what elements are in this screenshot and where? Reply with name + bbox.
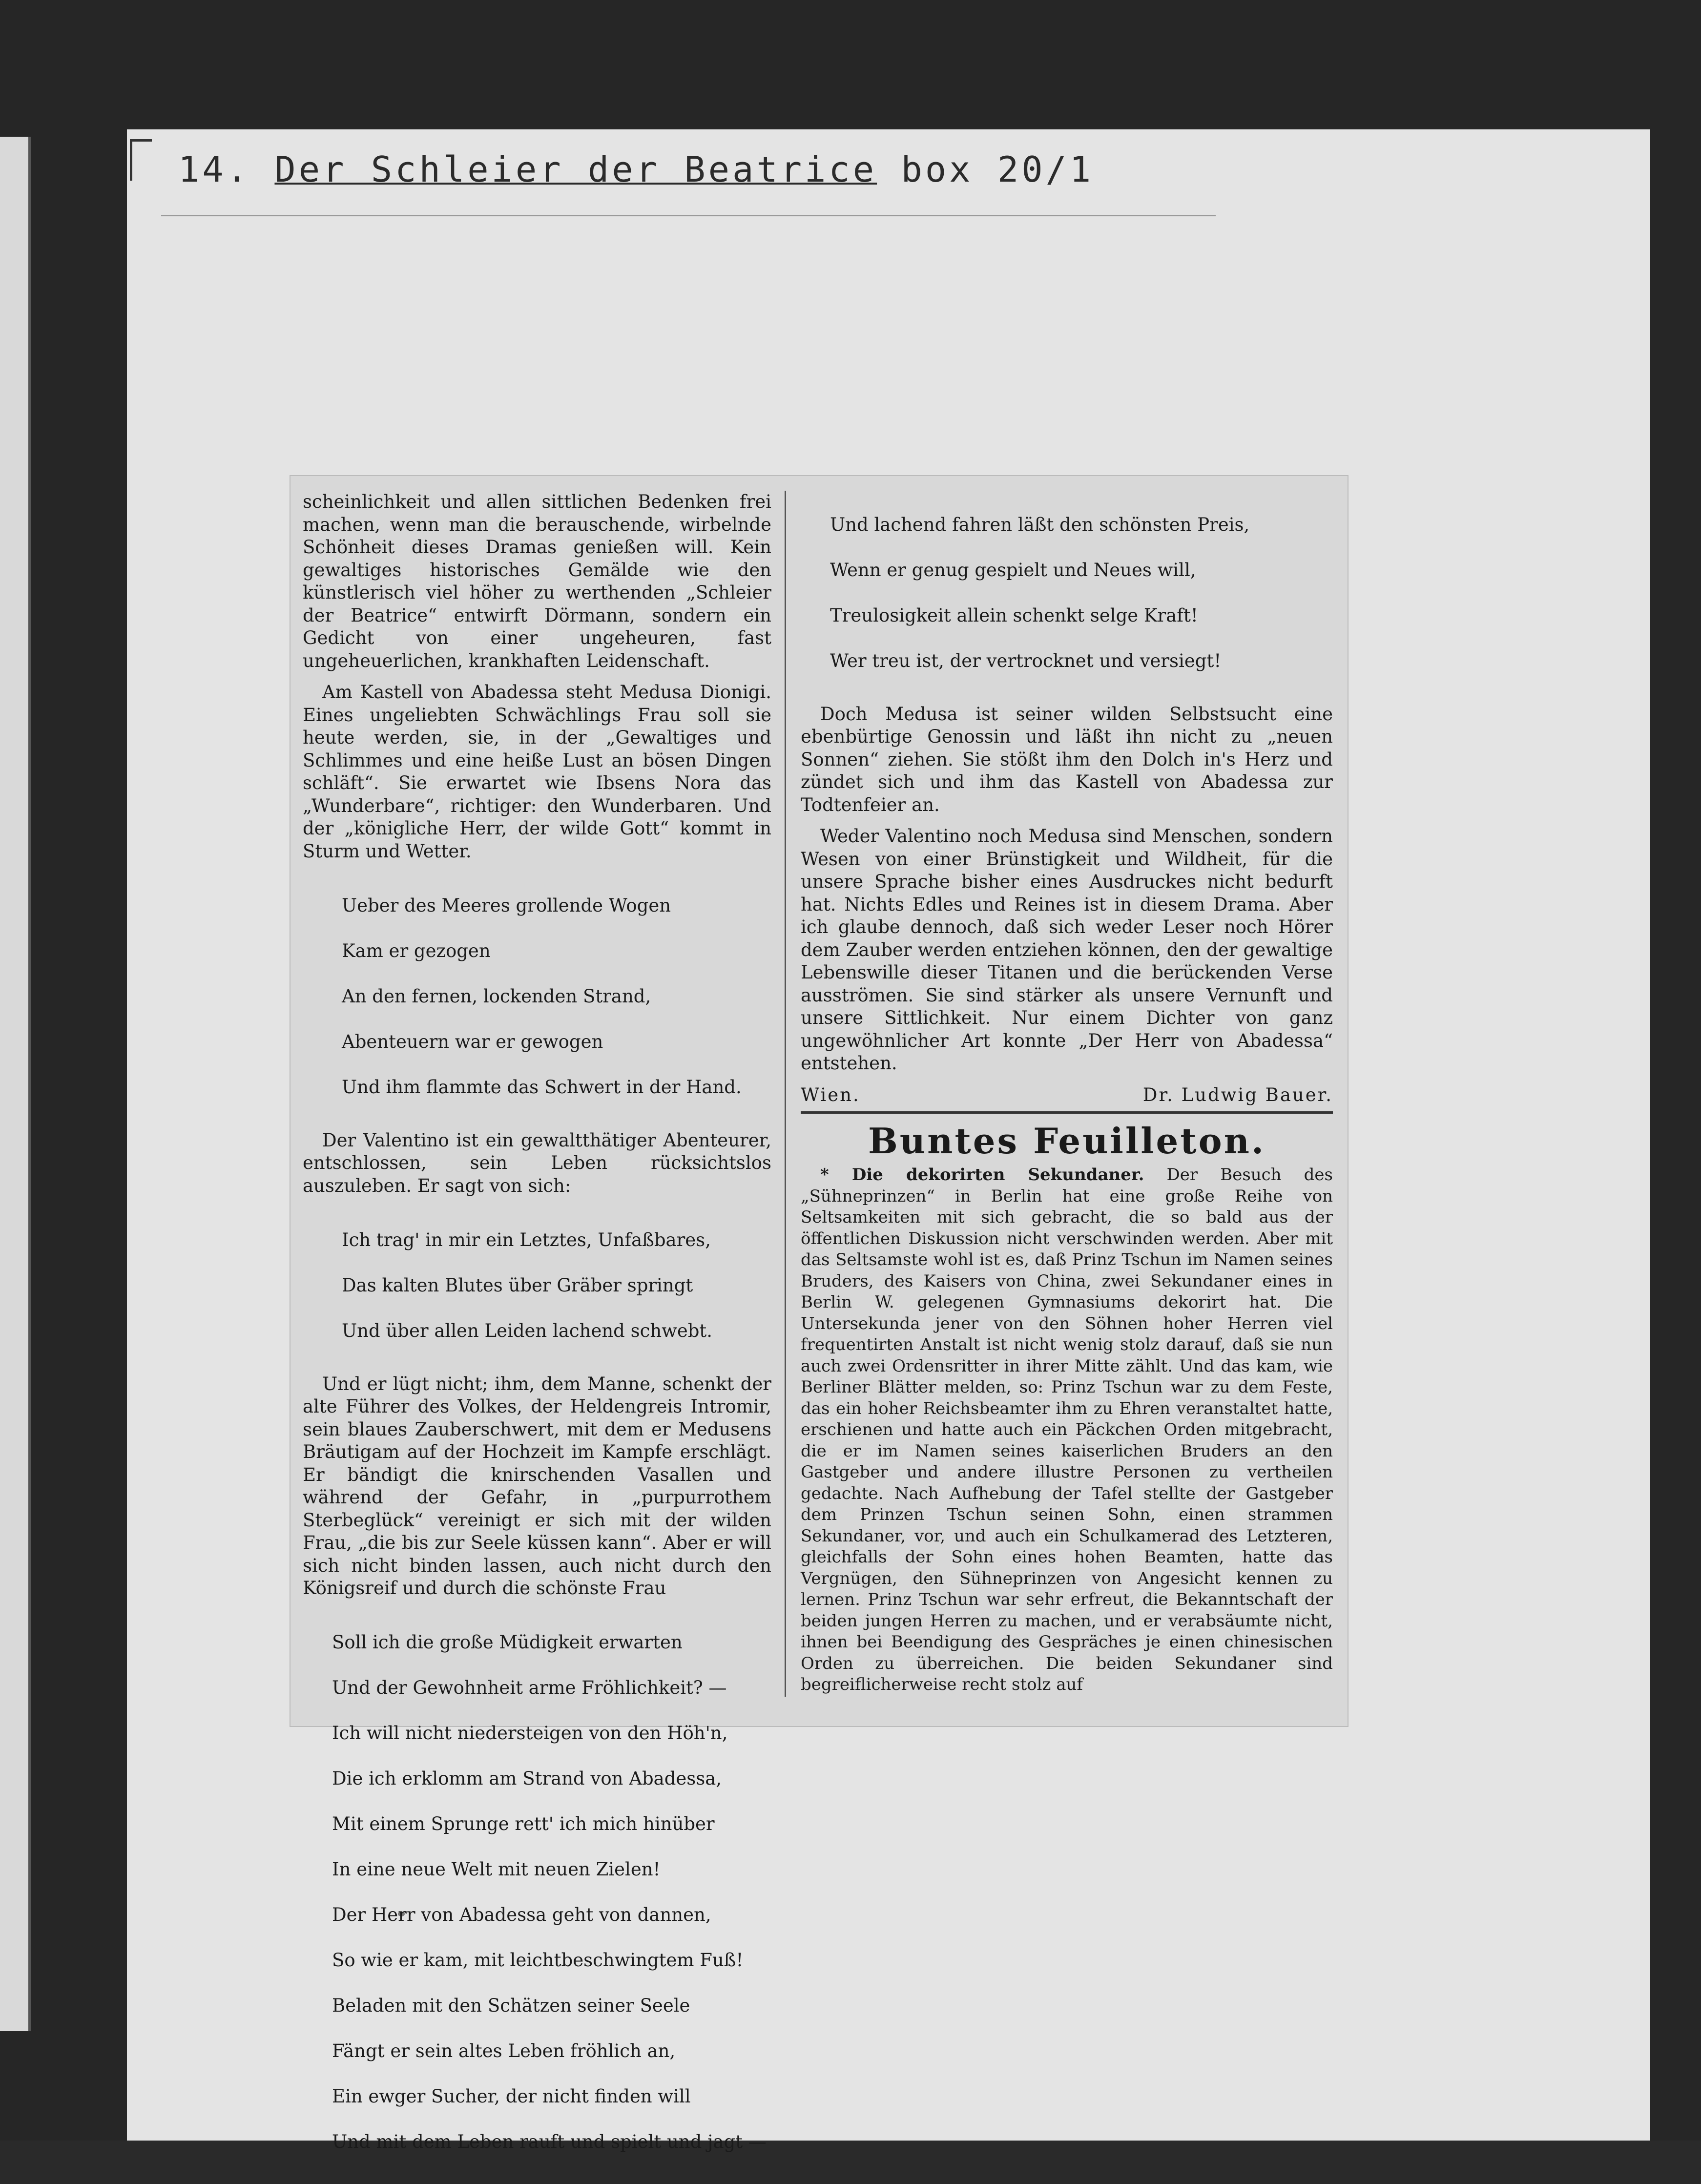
header-box: box 20/1 [901, 149, 1094, 190]
verse-block [332, 1609, 771, 2177]
newspaper-clipping [290, 476, 1348, 2152]
verse-line: Das kalten Blutes über Gräber springt [342, 1274, 693, 1296]
header-title: Der Schleier der Beatrice [274, 149, 877, 190]
right-column [801, 491, 1333, 1705]
article-signature [801, 1084, 1333, 1107]
archive-header [178, 149, 1094, 190]
feuilleton-paragraph [801, 1165, 1333, 1696]
section-rule [801, 1111, 1333, 1114]
feuilleton-lead: * Die dekorirten Sekundaner. [820, 1165, 1144, 1185]
verse-line: Wenn er genug gespielt und Neues will, [830, 559, 1196, 581]
paragraph: Weder Valentino noch Medusa sind Menschen, sondern Wesen von einer Brünstigkeit und Wildheit, für die unsere Sprache bisher eines Ausdruckes nicht bedurft hat. Nichts Edles und Reines ist in diesem Drama. Aber ich glaube dennoch, daß sich weder Leser noch Hörer dem Zauber werden entziehen können, den der gewaltige Lebenswille dieser Titanen und die berückenden Verse ausströmen. Sie sind stärker als unsere Vernunft und unsere Sittlichkeit. Nur einem Dichter von ganz ungewöhnlicher Art konnte „Der Herr von Abadessa“ entstehen. [801, 826, 1333, 1074]
verse-block [342, 1206, 771, 1365]
verse-line: Ein ewger Sucher, der nicht finden will [332, 2086, 691, 2107]
signature-place: Wien. [801, 1084, 860, 1105]
verse-line: Und lachend fahren läßt den schönsten Preis, [830, 514, 1250, 535]
verse-line: Soll ich die große Müdigkeit erwarten [332, 1632, 683, 1653]
corner-mark [130, 139, 152, 181]
verse-block [342, 872, 771, 1122]
verse-line: Kam er gezogen [342, 940, 491, 961]
verse-line: Der Herr von Abadessa geht von dannen, [332, 1904, 711, 1925]
feuilleton-body: Der Besuch des „Sühneprinzen“ in Berlin hat eine große Reihe von Seltsamkeiten mit sich gebracht, die so bald aus der öffentlichen Diskussion nicht verschwinden werden. Aber mit das Seltsamste wohl ist es, daß Prinz Tschun im Namen seines Bruders, des Kaisers von China, zwei Sekundaner eines in Berlin W. gelegenen Gymnasiums dekorirt hat. Die Untersekunda jener von den Söhnen hoher Herren viel frequentirten Anstalt ist nicht wenig stolz darauf, daß sie nun auch zwei Ordensritter in ihrer Mitte zählt. Und das kam, wie Berliner Blätter melden, so: Prinz Tschun war zu dem Feste, das ein hoher Reichsbeamter ihm zu Ehren veranstaltet hatte, erschienen und hatte auch ein Päckchen Orden mitgebracht, die er im Namen seines kaiserlichen Bruders an den Gastgeber und andere illustre Personen zu vertheilen gedachte. Nach Aufhebung der Tafel stellte der Gastgeber dem Prinzen Tschun seinen Sohn, einen strammen Sekundaner, vor, und auch ein Schulkamerad des Letzteren, gleichfalls der Sohn eines hohen Beamten, hatte das Vergnügen, den Sühneprinzen von Angesicht kennen zu lernen. Prinz Tschun war sehr erfreut, die Bekanntschaft der beiden jungen Herren zu machen, und er verabsäumte nicht, ihnen bei Beendigung des Gespräches je einen chinesischen Orden zu überreichen. Die beiden Sekundaner sind begreiflicherweise recht stolz auf [801, 1165, 1333, 1694]
adjacent-sheet-edge [0, 137, 31, 2031]
column-divider [785, 491, 786, 1697]
paragraph: Und er lügt nicht; ihm, dem Manne, schenkt der alte Führer des Volkes, der Heldengreis Intromir, sein blaues Zauberschwert, mit dem er Medusens Bräutigam auf der Hochzeit im Kampfe erschlägt. Er bändigt die knirschenden Vasallen und während der Gefahr, in „purpurrothem Sterbeglück“ vereinigt er sich mit der wilden Frau, „die bis zur Seele küssen kann“. Aber er will sich nicht binden lassen, auch nicht durch den Königsreif und durch die schönste Frau [303, 1373, 771, 1599]
paragraph: Der Valentino ist ein gewaltthätiger Abenteurer, entschlossen, sein Leben rücksichtslos auszuleben. Er sagt von sich: [303, 1129, 771, 1196]
verse-line: In eine neue Welt mit neuen Zielen! [332, 1859, 661, 1880]
verse-line: Abenteuern war er gewogen [342, 1031, 603, 1052]
verse-line: Und über allen Leiden lachend schwebt. [342, 1320, 713, 1341]
verse-line: Fängt er sein altes Leben fröhlich an, [332, 2040, 676, 2061]
verse-line: Und ihm flammte das Schwert in der Hand. [342, 1076, 742, 1098]
paragraph: Am Kastell von Abadessa steht Medusa Dionigi. Eines ungeliebten Schwächlings Frau soll sie heute werden, sie, in der „Gewaltiges und Schlimmes und eine heiße Lust an bösen Dingen schläft“. Sie erwartet wie Ibsens Nora das „Wunderbare“, richtiger: den Wunderbaren. Und der „königliche Herr, der wilde Gott“ kommt in Sturm und Wetter. [303, 682, 771, 862]
header-number: 14. [178, 149, 251, 190]
verse-block [830, 491, 1333, 695]
verse-line: Beladen mit den Schätzen seiner Seele [332, 1995, 690, 2016]
verse-line: Mit einem Sprunge rett' ich mich hinüber [332, 1813, 715, 1834]
verse-line: Treulosigkeit allein schenkt selge Kraft! [830, 604, 1198, 626]
verse-line: So wie er kam, mit leichtbeschwingtem Fuß! [332, 1950, 744, 1971]
verse-line: Ueber des Meeres grollende Wogen [342, 894, 671, 916]
verse-line: Wer treu ist, der vertrocknet und versiegt! [830, 650, 1222, 671]
header-rule [161, 215, 1216, 216]
verse-line: An den fernen, lockenden Strand, [342, 985, 651, 1007]
feuilleton-heading: Buntes Feuilleton. [868, 1120, 1266, 1162]
verse-line: Und der Gewohnheit arme Fröhlichkeit? — [332, 1677, 727, 1698]
verse-line: Ich trag' in mir ein Letztes, Unfaßbares, [342, 1229, 711, 1250]
verse-line: Die ich erklomm am Strand von Abadessa, [332, 1768, 722, 1789]
paragraph: Doch Medusa ist seiner wilden Selbstsucht eine ebenbürtige Genossin und läßt ihn nicht zu „neuen Sonnen“ ziehen. Sie stößt ihm den Dolch in's Herz und zündet sich und ihm das Kastell von Abadessa zur Todtenfeier an. [801, 703, 1333, 815]
paragraph: scheinlichkeit und allen sittlichen Bedenken frei machen, wenn man die berauschende, wirbelnde Schönheit dieses Dramas genießen will. Kein gewaltiges historisches Gemälde wie den künstlerisch viel höher zu werthenden „Schleier der Beatrice“ entwirft Dörmann, sondern ein Gedicht von einer ungeheuren, fast ungeheuerlichen, krankhaften Leidenschaft. [303, 491, 771, 671]
left-column [303, 491, 771, 2184]
verse-line: Ich will nicht niedersteigen von den Höh'n, [332, 1723, 728, 1744]
signature-author: Dr. Ludwig Bauer. [1142, 1084, 1333, 1105]
verse-line: Und mit dem Leben rauft und spielt und jagt — [332, 2131, 767, 2152]
